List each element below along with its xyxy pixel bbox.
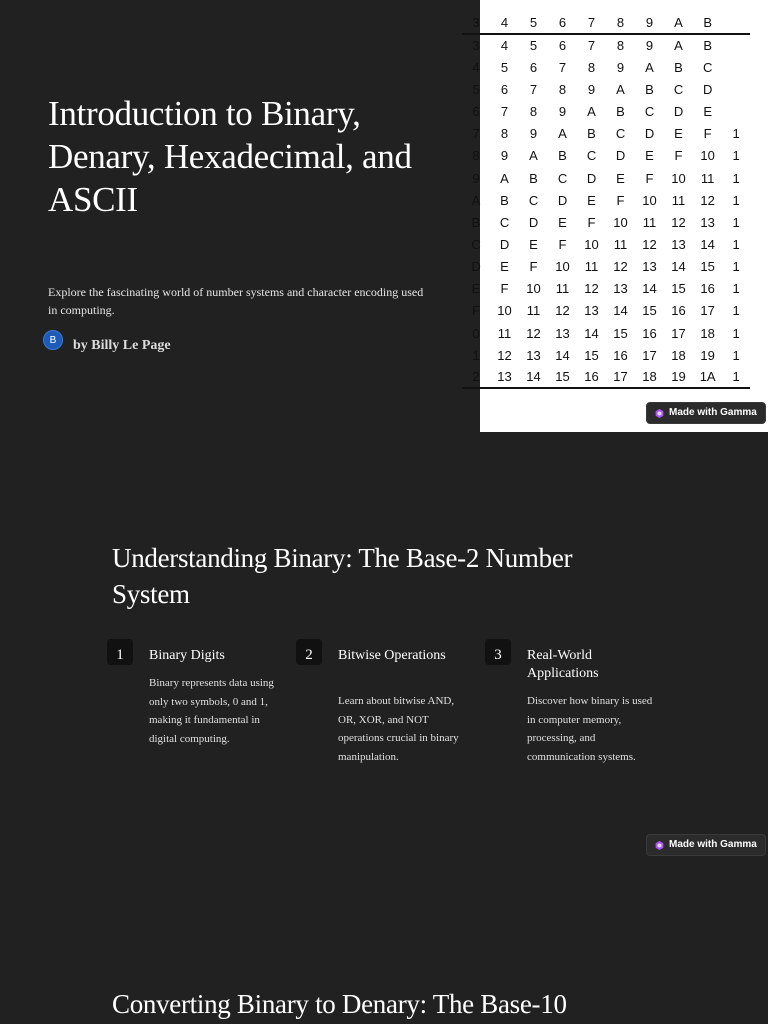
table-row — [462, 366, 750, 388]
table-cell: 17 — [642, 347, 657, 363]
table-cell: D — [528, 214, 539, 230]
avatar: B — [43, 330, 63, 350]
table-row — [462, 233, 750, 255]
table-cell: B — [587, 126, 596, 142]
table-cell: 10 — [584, 236, 599, 252]
table-row — [462, 211, 750, 233]
table-cell: 14 — [642, 281, 657, 297]
card-number: 1 — [107, 639, 133, 665]
table-cell: 10 — [642, 192, 657, 208]
table-cell: 17 — [671, 325, 686, 341]
table-cell: 15 — [642, 303, 657, 319]
table-cell: 15 — [548, 366, 577, 388]
table-cell: 19 — [664, 366, 693, 388]
table-cell: 6 — [500, 81, 509, 97]
table-cell: 9 — [635, 12, 664, 34]
table-cell: A — [616, 81, 625, 97]
table-cell: 18 — [635, 366, 664, 388]
table-row — [462, 78, 750, 100]
table-cell: 7 — [587, 38, 596, 54]
table-cell: 8 — [616, 38, 625, 54]
table-cell: 10 — [671, 170, 686, 186]
table-cell: 7 — [529, 81, 538, 97]
made-with-gamma-label: Made with Gamma — [669, 839, 757, 850]
table-cell: 5 — [472, 81, 480, 97]
table-cell: 16 — [642, 325, 657, 341]
table-cell: 1 — [732, 303, 740, 319]
table-cell: D — [673, 104, 684, 120]
table-row — [462, 56, 750, 78]
table-cell: 13 — [526, 347, 541, 363]
table-cell — [722, 34, 750, 56]
table-cell: 4 — [472, 59, 480, 75]
table-cell: 0 — [472, 325, 480, 341]
table-cell: F — [674, 148, 683, 164]
table-cell: 5 — [529, 38, 538, 54]
table-cell: F — [616, 192, 625, 208]
table-cell: 15 — [700, 259, 715, 275]
table-cell: 11 — [526, 303, 541, 319]
card-title: Real-World Applications — [527, 648, 599, 681]
table-cell: E — [674, 126, 683, 142]
table-cell: F — [587, 214, 596, 230]
table-cell: 8 — [500, 126, 509, 142]
table-cell: D — [557, 192, 568, 208]
table-cell: 4 — [500, 38, 509, 54]
table-cell: 7 — [500, 104, 509, 120]
table-cell: E — [645, 148, 654, 164]
table-cell: 1 — [732, 347, 740, 363]
table-cell: 11 — [497, 325, 512, 341]
table-cell: 4 — [490, 12, 519, 34]
made-with-gamma-badge[interactable] — [646, 834, 766, 856]
table-cell: 14 — [613, 303, 628, 319]
table-cell: 6 — [558, 38, 567, 54]
gamma-logo-icon — [655, 841, 664, 850]
table-cell: B — [558, 148, 567, 164]
table-cell: 6 — [472, 104, 480, 120]
slide-title: Converting Binary to Denary: The Base-10 — [112, 989, 567, 1019]
table-cell: 1 — [732, 325, 740, 341]
table-cell: 9 — [587, 81, 596, 97]
table-cell: 5 — [500, 59, 509, 75]
table-cell: D — [644, 126, 655, 142]
table-cell: 10 — [497, 303, 512, 319]
table-cell: 1 — [732, 126, 740, 142]
table-cell: 6 — [548, 12, 577, 34]
table-cell: B — [703, 38, 712, 54]
table-cell: 15 — [613, 325, 628, 341]
table-cell: 7 — [558, 59, 567, 75]
table-cell: 1 — [732, 236, 740, 252]
table-row — [462, 101, 750, 123]
author-name: by Billy Le Page — [73, 338, 171, 353]
table-cell: C — [615, 126, 626, 142]
table-cell: 10 — [555, 259, 570, 275]
table-cell: 1 — [732, 281, 740, 297]
table-cell: B — [529, 170, 538, 186]
table-cell — [722, 12, 750, 34]
table-cell: 1 — [732, 259, 740, 275]
table-cell: C — [528, 192, 539, 208]
table-cell: F — [703, 126, 712, 142]
table-cell: 16 — [671, 303, 686, 319]
table-row — [462, 189, 750, 211]
card-description: Binary represents data using only two symbols, 0 and 1, making it fundamental in digital computing. — [149, 677, 274, 745]
table-cell: E — [703, 104, 712, 120]
table-cell: 5 — [519, 12, 548, 34]
table-row — [462, 34, 750, 56]
table-cell: D — [702, 81, 713, 97]
table-cell: A — [558, 126, 567, 142]
table-cell: C — [702, 59, 713, 75]
table-cell: 11 — [671, 192, 686, 208]
table-cell: 6 — [529, 59, 538, 75]
table-cell: 2 — [462, 366, 490, 388]
table-cell: E — [471, 281, 481, 297]
slide-description: Explore the fascinating world of number systems and character encoding used in computing. — [48, 285, 424, 317]
table-cell: 14 — [584, 325, 599, 341]
table-cell: 9 — [529, 126, 538, 142]
table-cell: F — [472, 303, 480, 319]
table-cell: 9 — [616, 59, 625, 75]
table-cell: 8 — [529, 104, 538, 120]
table-cell: 13 — [584, 303, 599, 319]
card-description: Learn about bitwise AND, OR, XOR, and NOT operations crucial in binary manipulation. — [338, 695, 459, 763]
table-cell: 9 — [500, 148, 509, 164]
table-cell: 16 — [577, 366, 606, 388]
table-cell: F — [529, 259, 538, 275]
table-cell: 8 — [587, 59, 596, 75]
table-cell: F — [500, 281, 509, 297]
table-cell: D — [471, 259, 481, 275]
hex-addition-table — [462, 12, 750, 389]
table-cell: D — [499, 236, 510, 252]
table-cell: 16 — [700, 281, 715, 297]
table-cell: 12 — [555, 303, 570, 319]
table-cell: 13 — [671, 236, 686, 252]
table-cell: 8 — [472, 148, 480, 164]
table-cell: 19 — [700, 347, 715, 363]
table-cell: B — [645, 81, 654, 97]
table-cell: 13 — [490, 366, 519, 388]
table-cell: 14 — [700, 236, 715, 252]
table-cell: 12 — [497, 347, 512, 363]
table-cell: 15 — [584, 347, 599, 363]
table-cell: 13 — [555, 325, 570, 341]
made-with-gamma-badge[interactable] — [646, 402, 766, 424]
table-cell: 1 — [732, 170, 740, 186]
table-cell — [722, 78, 750, 100]
table-header-row — [462, 12, 750, 34]
title-slide — [0, 0, 768, 432]
card-number: 2 — [296, 639, 322, 665]
table-cell: C — [471, 236, 481, 252]
slide-title: Understanding Binary: The Base-2 Number System — [112, 543, 573, 609]
table-cell: A — [587, 104, 596, 120]
table-cell: A — [500, 170, 509, 186]
table-cell: D — [586, 170, 597, 186]
table-cell: B — [674, 59, 683, 75]
table-cell: E — [558, 214, 567, 230]
table-cell: C — [673, 81, 684, 97]
table-cell: A — [645, 59, 654, 75]
gamma-logo-icon — [655, 409, 664, 418]
card-number: 3 — [485, 639, 511, 665]
table-cell: 16 — [613, 347, 628, 363]
table-cell: 18 — [700, 325, 715, 341]
table-row — [462, 167, 750, 189]
table-cell: 10 — [613, 214, 628, 230]
table-cell: C — [586, 148, 597, 164]
table-cell: 11 — [613, 236, 628, 252]
table-cell: 12 — [700, 192, 715, 208]
table-cell: A — [471, 192, 481, 208]
table-cell: 1 — [732, 214, 740, 230]
hex-addition-table-image — [471, 0, 768, 432]
table-cell: 17 — [700, 303, 715, 319]
table-cell: 14 — [519, 366, 548, 388]
table-cell: 13 — [700, 214, 715, 230]
table-cell: 10 — [700, 148, 715, 164]
table-cell: E — [587, 192, 596, 208]
table-cell: 18 — [671, 347, 686, 363]
table-cell: 10 — [526, 281, 541, 297]
table-cell: 17 — [606, 366, 635, 388]
table-cell: 7 — [472, 126, 480, 142]
table-cell: 13 — [642, 259, 657, 275]
table-cell: C — [557, 170, 568, 186]
table-row — [462, 278, 750, 300]
table-cell: 9 — [472, 170, 480, 186]
table-cell: 11 — [700, 170, 715, 186]
table-cell: C — [644, 104, 655, 120]
table-cell: 14 — [555, 347, 570, 363]
table-cell: 11 — [555, 281, 570, 297]
table-cell — [722, 101, 750, 123]
table-cell: 1 — [732, 192, 740, 208]
table-row — [462, 256, 750, 278]
made-with-gamma-label: Made with Gamma — [669, 407, 757, 418]
table-row — [462, 123, 750, 145]
card-description: Discover how binary is used in computer memory, processing, and communication systems. — [527, 695, 653, 763]
table-cell: 12 — [584, 281, 599, 297]
table-cell: 8 — [606, 12, 635, 34]
table-cell: F — [558, 236, 567, 252]
card-title: Bitwise Operations — [338, 648, 446, 663]
table-cell: B — [500, 192, 509, 208]
table-cell: B — [616, 104, 625, 120]
table-cell: 9 — [645, 38, 654, 54]
table-cell: F — [645, 170, 654, 186]
table-cell: 9 — [558, 104, 567, 120]
card-title: Binary Digits — [149, 648, 225, 663]
table-cell: 1 — [472, 347, 480, 363]
table-cell: 12 — [642, 236, 657, 252]
table-cell: D — [615, 148, 626, 164]
table-cell: 3 — [472, 38, 480, 54]
table-row — [462, 322, 750, 344]
table-row — [462, 300, 750, 322]
table-cell: B — [693, 12, 722, 34]
table-cell: E — [616, 170, 625, 186]
table-row — [462, 344, 750, 366]
table-cell: A — [674, 38, 683, 54]
table-cell: 12 — [526, 325, 541, 341]
table-cell: E — [500, 259, 509, 275]
author-byline — [43, 326, 171, 354]
table-cell: A — [529, 148, 538, 164]
table-cell: 1A — [693, 366, 722, 388]
table-cell: 3 — [462, 12, 490, 34]
table-cell — [722, 56, 750, 78]
table-cell: C — [499, 214, 510, 230]
table-cell: 7 — [577, 12, 606, 34]
table-cell: 1 — [722, 366, 750, 388]
table-row — [462, 145, 750, 167]
table-cell: 12 — [671, 214, 686, 230]
table-cell: A — [664, 12, 693, 34]
table-cell: 14 — [671, 259, 686, 275]
table-cell: E — [529, 236, 538, 252]
table-cell: 12 — [613, 259, 628, 275]
table-cell: 11 — [584, 259, 599, 275]
table-cell: 1 — [732, 148, 740, 164]
slide-title: Introduction to Binary, Denary, Hexadecimal, and ASCII — [48, 94, 412, 219]
table-cell: 13 — [613, 281, 628, 297]
table-cell: B — [471, 214, 481, 230]
table-cell: 11 — [642, 214, 657, 230]
table-cell: 15 — [671, 281, 686, 297]
table-cell: 8 — [558, 81, 567, 97]
